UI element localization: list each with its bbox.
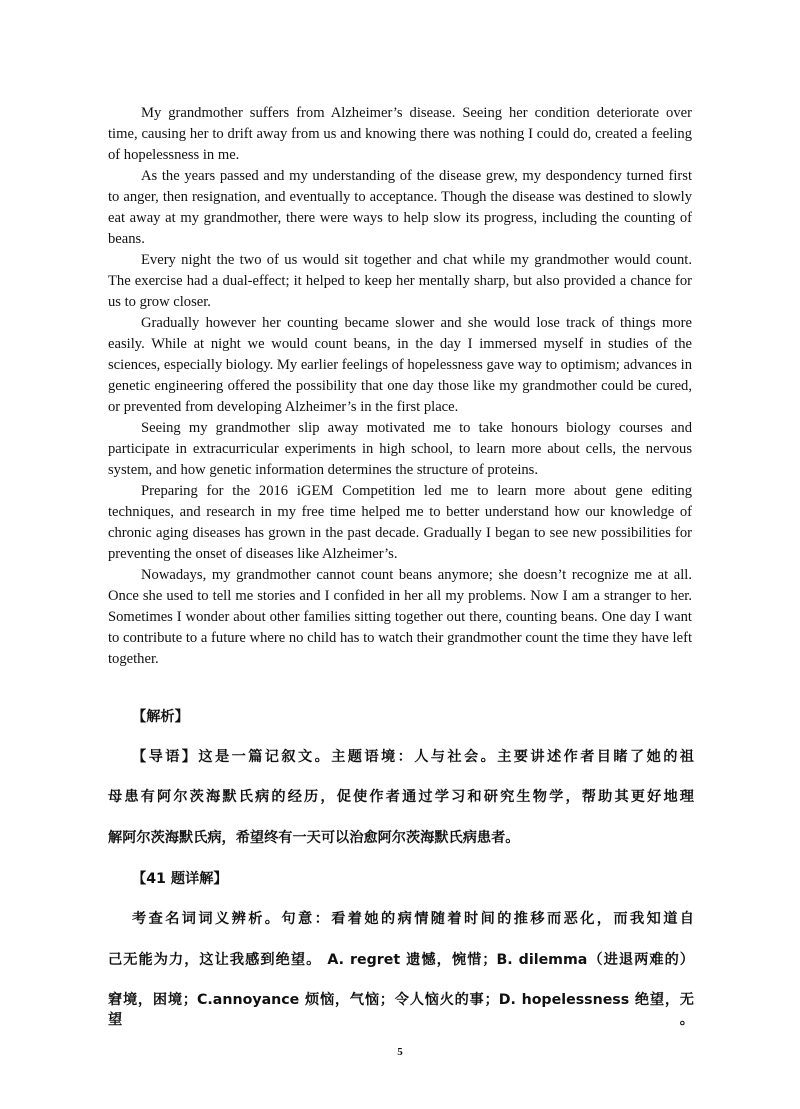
essay-paragraph-3: Every night the two of us would sit together and chat while my grandmother would count. The exercise had a dual-effect; it helped to keep her mentally sharp, but also provided a chance for us to grow closer. <box>108 252 692 310</box>
intro-line-1: 【导语】这是一篇记叙文。主题语境：人与社会。主要讲述作者目睹了她的祖 <box>132 749 694 765</box>
analysis-heading: 【解析】 <box>132 709 189 725</box>
essay-paragraph-5: Seeing my grandmother slip away motivated me to take honours biology courses and participate in extracurricular experiments in high school, to learn more about cells, the nervous system, and how genetic information determines the structure of proteins. <box>108 420 692 478</box>
q41-line-1: 考查名词词义辨析。句意：看着她的病情随着时间的推移而恶化，而我知道自 <box>132 911 694 927</box>
q41-line-3: 窘境，困境；C.annoyance 烦恼，气恼；令人恼火的事；D. hopelessness 绝望，无望。 <box>108 992 694 1028</box>
essay-paragraph-1: My grandmother suffers from Alzheimer’s disease. Seeing her condition deteriorate over time, causing her to drift away from us and knowing there was nothing I could do, created a feeling of hopelessness in me. <box>108 105 692 163</box>
page-number: 5 <box>397 1046 403 1058</box>
essay-paragraph-2: As the years passed and my understanding of the disease grew, my despondency turned first to anger, then resignation, and eventually to acceptance. Though the disease was destined to slowly eat away at my grandmother, there were ways to help slow its progress, including the counting of beans. <box>108 168 692 247</box>
intro-line-3: 解阿尔茨海默氏病，希望终有一天可以治愈阿尔茨海默氏病患者。 <box>108 830 520 846</box>
essay-paragraph-6: Preparing for the 2016 iGEM Competition led me to learn more about gene editing techniques, and research in my free time helped me to better understand how our knowledge of chronic aging diseases has grown in the past decade. Gradually I began to see new possibilities for preventing the onset of diseases like Alzheimer’s. <box>108 483 692 562</box>
q41-line-2: 己无能为力，这让我感到绝望。 A. regret 遗憾，惋惜；B. dilemma（进退两难的） <box>108 952 694 968</box>
q41-heading: 【41 题详解】 <box>132 871 228 887</box>
essay-paragraph-4: Gradually however her counting became slower and she would lose track of things more easily. While at night we would count beans, in the day I immersed myself in studies of the sciences, especially biology. My earlier feelings of hopelessness gave way to optimism; advances in genetic engineering offered the possibility that one day those like my grandmother could be cured, or prevented from developing Alzheimer’s in the first place. <box>108 315 692 415</box>
essay-paragraph-7: Nowadays, my grandmother cannot count beans anymore; she doesn’t recognize me at all. Once she used to tell me stories and I confided in her all my problems. Now I am a stranger to her. Sometimes I wonder about other families sitting together out there, counting beans. One day I want to contribute to a future where no child has to watch their grandmother count the time they have left together. <box>108 567 692 667</box>
essay-text <box>108 103 692 670</box>
intro-line-2: 母患有阿尔茨海默氏病的经历，促使作者通过学习和研究生物学，帮助其更好地理 <box>108 789 694 805</box>
